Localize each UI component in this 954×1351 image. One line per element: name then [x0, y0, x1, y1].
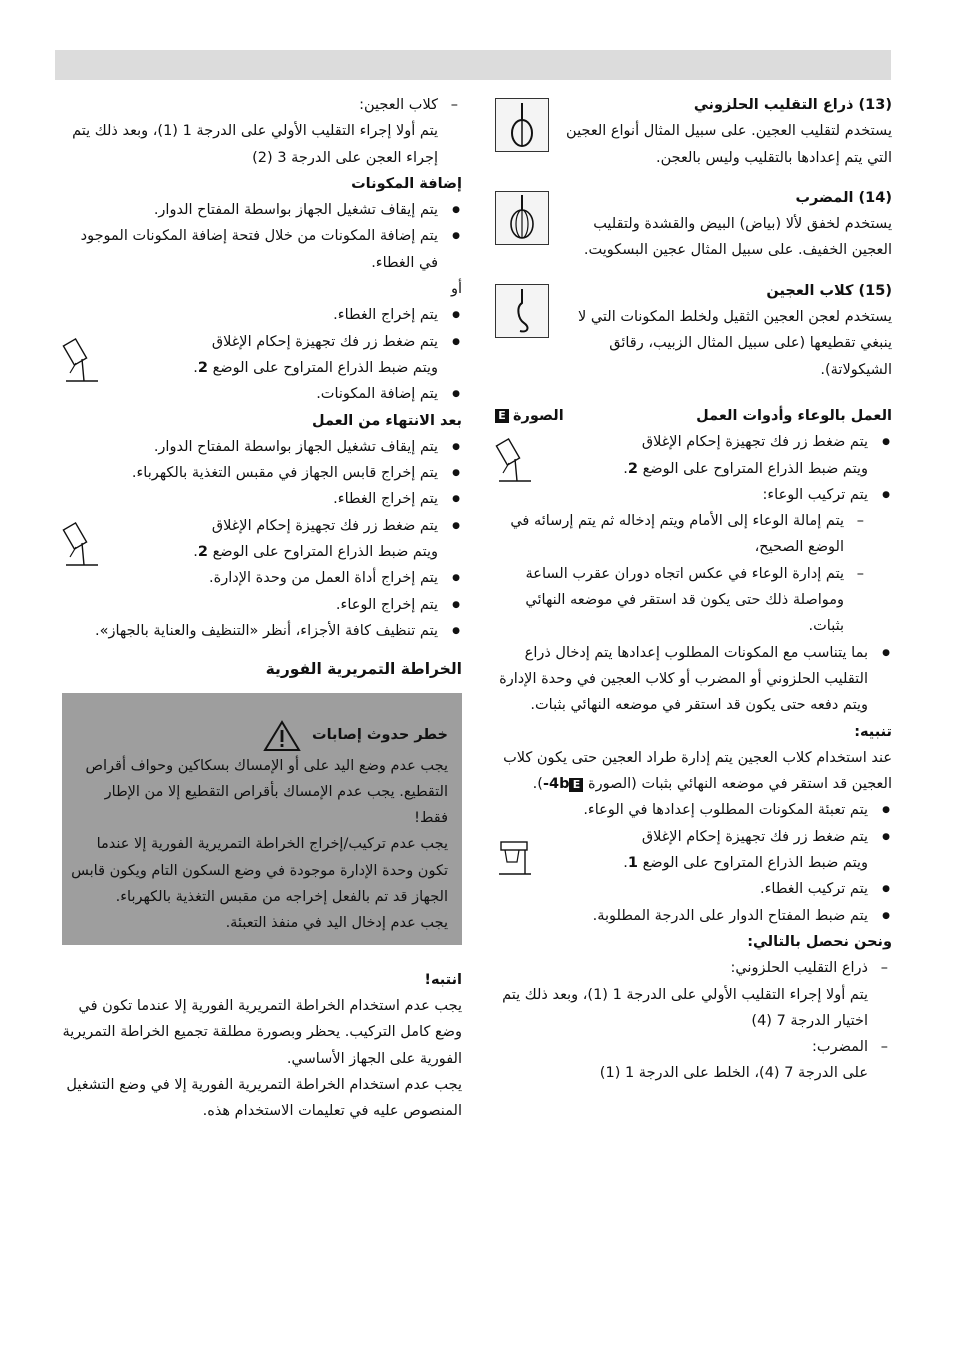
result-r2-text: على الدرجة 7 (4)، الخلط على الدرجة 1 (1): [599, 1065, 868, 1082]
add-b4-position: 2: [197, 359, 208, 376]
tool-15-block: [495, 278, 892, 383]
warning-box: [62, 693, 462, 945]
warning-title: خطر حدوث إصابات: [312, 727, 448, 744]
right-column: [495, 92, 892, 1087]
tool-15-title: (15) كلاب العجين: [766, 282, 892, 299]
note-end: ).: [532, 776, 543, 793]
kneading-paddle-icon: [495, 98, 549, 152]
result-r1: – ذراع التقليب الحلزوني:: [495, 955, 892, 981]
figure-label: الصورة: [513, 407, 564, 424]
work-b4: ● يتم تعبئة المكونات المطلوب إعدادها في الوعاء.: [495, 797, 892, 823]
header-bar: [55, 50, 891, 80]
add-step-4: ● يتم ضغط زر فك تجهيزة إحكام الإغلاق ويتم ضبط الذراع المتراوح على الوضع 2.: [62, 329, 462, 382]
add-b3: ● يتم إخراج الغطاء.: [62, 302, 462, 328]
work-title: العمل بالوعاء وأدوات العمل: [696, 407, 892, 424]
tool-15-text: يستخدم لعجن العجين الثقيل ولخلط المكونات التي لا ينبغي تقطيعها (على سبيل المثال الزبيب، رقائق الشيكولاتة).: [577, 309, 892, 378]
finish-b5: ● يتم إخراج أداة العمل من وحدة الإدارة.: [62, 565, 462, 591]
work-b1a: يتم ضغط زر فك تجهيزة إحكام الإغلاق: [641, 434, 868, 451]
note-text: عند استخدام كلاب العجين يتم إدارة طراد العجين حتى يكون كلاب العجين قد استقر في موضعه النهائي بثبات (الصورة: [503, 749, 892, 793]
warning-2: يجب عدم تركيب/إخراج الخراطة التمريرية الفورية إلا عندما تكون وحدة الإدارة موجودة في وضع السكون التام ويكون قابس الجهاز قد تم بالفعل إخراجه من مقبس التغذية بالكهرباء.: [71, 836, 448, 906]
warning-1: يجب عدم وضع اليد على أو الإمساك بسكاكين وحواف أقراص التقطيع. يجب عدم الإمساك بأقراص التقطيع إلا من الإطار فقط!: [85, 757, 448, 827]
mixer-arm-icon: [62, 333, 102, 385]
work-step-5: ● يتم ضغط زر فك تجهيزة إحكام الإغلاق ويتم ضبط الذراع المتراوح على الوضع 1.: [495, 824, 892, 877]
add-title: إضافة المكونات: [351, 175, 462, 192]
tool-14-title: (14) المضرب: [795, 189, 892, 206]
whisk-icon: [495, 191, 549, 245]
add-b4b: ويتم ضبط الذراع المتراوح على الوضع: [207, 359, 438, 376]
attention-title: انتبه!: [424, 971, 462, 988]
result-r1-text: يتم أولا إجراء التقليب الأولي على الدرجة 1 (1)، وبعد ذلك يتم اختيار الدرجة 7 (4): [502, 986, 868, 1029]
tool-13-title: (13) ذراع التقليب الحلزوني: [693, 97, 892, 113]
add-b2: ● يتم إضافة المكونات من خلال فتحة إضافة المكونات الموجود في الغطاء.: [62, 223, 462, 276]
warning-title-row: [68, 719, 448, 753]
work-b1b: ويتم ضبط الذراع المتراوح على الوضع: [637, 460, 868, 477]
finish-b6: ● يتم إخراج الوعاء.: [62, 592, 462, 618]
add-b4a: يتم ضغط زر فك تجهيزة إحكام الإغلاق: [211, 333, 438, 350]
left-column: [62, 92, 462, 1124]
mixer-arm-icon: [62, 517, 102, 569]
work-b5a: يتم ضغط زر فك تجهيزة إحكام الإغلاق: [641, 828, 868, 845]
work-b5b: ويتم ضبط الذراع المتراوح على الوضع: [637, 855, 868, 872]
note-figure-letter: E: [569, 778, 583, 792]
finish-b7: ● يتم تنظيف كافة الأجزاء، أنظر «التنظيف والعناية بالجهاز».: [62, 618, 462, 644]
finish-b3: ● يتم إخراج الغطاء.: [62, 486, 462, 512]
dough-hook-icon: [495, 284, 549, 338]
work-b7: ● يتم ضبط المفتاح الدوار على الدرجة المطلوبة.: [495, 903, 892, 929]
finish-step-4: ● يتم ضغط زر فك تجهيزة إحكام الإغلاق ويتم ضبط الذراع المتراوح على الوضع 2.: [62, 513, 462, 566]
work-step-1: ● يتم ضغط زر فك تجهيزة إحكام الإغلاق ويتم ضبط الذراع المتراوح على الوضع 2.: [495, 429, 892, 482]
tool-14-block: [495, 185, 892, 264]
work-section-heading: [495, 403, 892, 429]
grinder-title: الخراطة التمريرية الفورية: [265, 660, 462, 679]
add-or: أو: [450, 281, 462, 298]
work-d1: – يتم إمالة الوعاء إلى الأمام ويتم إدخاله ثم يتم إرسائه في الوضع الصحيح،: [495, 508, 868, 561]
finish-b4-position: 2: [197, 544, 208, 561]
finish-b4b: ويتم ضبط الذراع المتراوح على الوضع: [207, 544, 438, 561]
note-text-block: [495, 745, 892, 798]
hook-text: يتم أولا إجراء التقليب الأولي على الدرجة 1 (1)، وبعد ذلك يتم إجراء العجن على الدرجة 3 (2): [72, 123, 438, 166]
work-b6: ● يتم تركيب الغطاء.: [495, 876, 892, 902]
warning-triangle-icon: [262, 719, 302, 753]
mixer-lowered-icon: [495, 828, 535, 880]
finish-title: بعد الانتهاء من العمل: [312, 412, 462, 429]
tool-13-block: [495, 92, 892, 171]
add-b1: ● يتم إيقاف تشغيل الجهاز بواسطة المفتاح الدوار.: [62, 197, 462, 223]
result-title: ونحن نحصل بالتالي:: [747, 933, 892, 950]
attention-2: يجب عدم استخدام الخراطة التمريرية الفورية إلا في وضع التشغيل المنصوص عليه في تعليمات الاستخدام هذه.: [66, 1076, 462, 1120]
warning-3: يجب عدم إدخال اليد في منفذ التعبئة.: [225, 915, 448, 932]
finish-b2: ● يتم إخراج قابس الجهاز في مقبس التغذية بالكهرباء.: [62, 460, 462, 486]
tool-14-text: يستخدم لخفق لألا (بياض) البيض والقشدة ولتقليب العجين الخفيف. على سبيل المثال عجين البسكويت.: [583, 216, 892, 259]
note-title: تنبيه:: [854, 723, 892, 740]
finish-b1: ● يتم إيقاف تشغيل الجهاز بواسطة المفتاح الدوار.: [62, 434, 462, 460]
add-b5: ● يتم إضافة المكونات.: [62, 381, 462, 407]
work-b3: ● بما يتناسب مع المكونات المطلوب إعدادها يتم إدخال ذراع التقليب الحلزوني أو المضرب أو كلاب العجين في وحدة الإدارة ويتم دفعه حتى يكون قد استقر في موضعه النهائي بثبات.: [495, 640, 892, 719]
work-b1-position: 2: [627, 460, 638, 477]
mixer-arm-icon: [495, 433, 535, 485]
work-b5-position: 1: [627, 855, 638, 872]
work-d2: – يتم إدارة الوعاء في عكس اتجاه دوران عقرب الساعة ومواصلة ذلك حتى يكون قد استقر في موضعه النهائي بثبات.: [495, 561, 868, 640]
attention-1: يجب عدم استخدام الخراطة التمريرية الفورية إلا عندما تكون في وضع كامل التركيب. يحظر وبصورة مطلقة تجميع الخراطة التمريرية الفورية على الجهاز الأساسي.: [62, 997, 462, 1067]
figure-reference: [495, 403, 564, 429]
work-b2: ● يتم تركيب الوعاء:: [495, 482, 892, 508]
result-r2: – المضرب:: [495, 1034, 892, 1060]
figure-letter: E: [495, 409, 509, 423]
tool-13-text: يستخدم لتقليب العجين. على سبيل المثال أنواع العجين التي يتم إعدادها بالتقليب وليس بالعجن.: [566, 123, 892, 166]
note-figure: 4b-: [542, 776, 570, 793]
finish-b4a: يتم ضغط زر فك تجهيزة إحكام الإغلاق: [211, 517, 438, 534]
hook-label: – كلاب العجين:: [62, 92, 462, 118]
